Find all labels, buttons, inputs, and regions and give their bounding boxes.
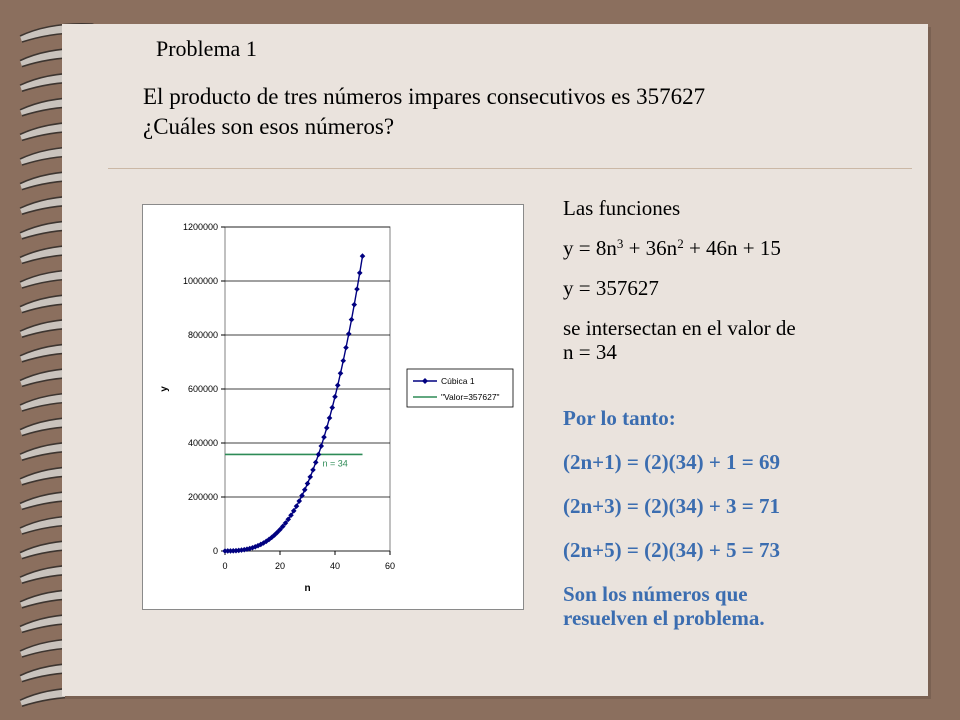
y-tick-label: 800000 (187, 330, 218, 340)
functions-intro: Las funciones (563, 196, 681, 220)
chart-panel (142, 204, 524, 610)
x-tick-label: 40 (329, 561, 341, 571)
quadratic-exponent: 2 (677, 236, 684, 251)
intersection-line-1: se intersectan en el valor de (563, 316, 796, 340)
constant-function: y = 357627 (563, 276, 659, 300)
y-tick-label: 0 (212, 546, 218, 556)
explanation-panel (563, 196, 883, 646)
legend-label-constant: "Valor=357627" (441, 392, 500, 402)
y-tick-label: 1200000 (182, 222, 218, 232)
equation-1: (2n+1) = (2)(34) + 1 = 69 (563, 450, 781, 474)
y-tick-label: 600000 (187, 384, 218, 394)
final-line-2: resuelven el problema. (563, 606, 765, 630)
quadratic-term: + 36n (623, 236, 678, 260)
cubic-exponent: 3 (616, 236, 624, 251)
cubic-term: y = 8n (563, 236, 617, 260)
divider (108, 168, 912, 169)
x-tick-label: 60 (384, 561, 396, 571)
page-title: Problema 1 (156, 36, 257, 61)
y-tick-label: 1000000 (182, 276, 218, 286)
x-tick-label: 0 (222, 561, 228, 571)
linear-terms: + 46n + 15 (683, 236, 781, 260)
equation-2: (2n+3) = (2)(34) + 3 = 71 (563, 494, 781, 518)
problem-statement (143, 82, 705, 142)
intersection-annotation: n = 34 (322, 458, 348, 469)
equation-3: (2n+5) = (2)(34) + 5 = 73 (563, 538, 781, 562)
y-tick-label: 400000 (187, 438, 218, 448)
problem-line-2: ¿Cuáles son esos números? (143, 114, 395, 139)
legend-label-cubic: Cúbica 1 (441, 376, 475, 386)
conclusion-title: Por lo tanto: (563, 406, 676, 430)
intersection-line-2: n = 34 (563, 340, 617, 364)
x-axis-label: n (304, 583, 311, 594)
cubic-chart (143, 205, 523, 609)
final-line-1: Son los números que (563, 582, 748, 606)
x-tick-label: 20 (274, 561, 286, 571)
final-statement (563, 582, 883, 630)
cubic-function (563, 236, 883, 260)
y-axis-label: y (159, 386, 170, 392)
y-tick-label: 200000 (187, 492, 218, 502)
problem-line-1: El producto de tres números impares consecutivos es 357627 (143, 84, 706, 109)
intersection-statement (563, 316, 883, 364)
